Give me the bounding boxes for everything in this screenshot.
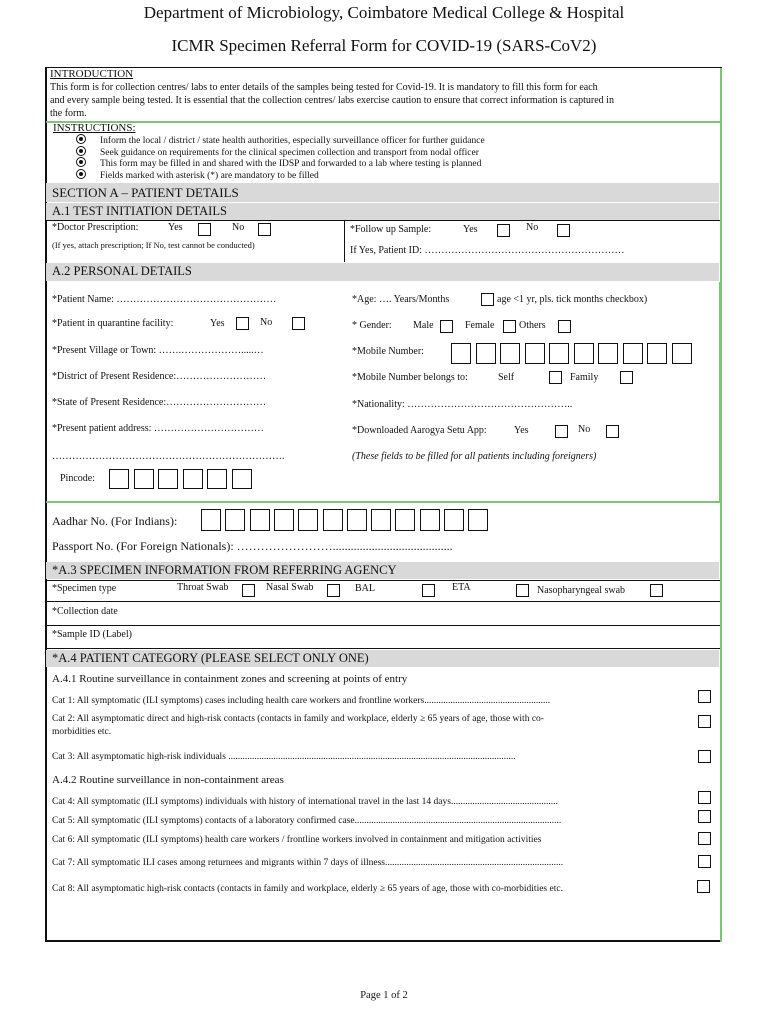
cat2-label-cont: morbidities etc. bbox=[52, 727, 112, 737]
cat6-label: Cat 6: All symptomatic (ILI symptoms) health care workers / frontline workers involved in containment and mitigation activities bbox=[52, 835, 542, 845]
aadhar-digit-box[interactable] bbox=[444, 509, 464, 531]
specimen-bal-checkbox[interactable] bbox=[422, 584, 435, 597]
rule bbox=[46, 220, 720, 221]
aadhar-label: Aadhar No. (For Indians): bbox=[52, 514, 178, 528]
specimen-nasal-checkbox[interactable] bbox=[327, 584, 340, 597]
a42-heading: A.4.2 Routine surveillance in non-containment areas bbox=[52, 774, 284, 786]
gender-male-checkbox[interactable] bbox=[440, 320, 453, 333]
mobile-digit-box[interactable] bbox=[525, 343, 545, 364]
cat6-checkbox[interactable] bbox=[698, 832, 711, 845]
instruction-item: Fields marked with asterisk (*) are mandatory to be filled bbox=[76, 169, 319, 181]
a41-heading: A.4.1 Routine surveillance in containment zones and screening at points of entry bbox=[52, 673, 408, 685]
cat5-label: Cat 5: All symptomatic (ILI symptoms) contacts of a laboratory confirmed case....................................................................................... bbox=[52, 816, 562, 826]
a2-title: A.2 PERSONAL DETAILS bbox=[46, 263, 719, 281]
collection-date-field[interactable]: *Collection date bbox=[52, 606, 118, 617]
intro-line-3: the form. bbox=[50, 108, 87, 119]
a4-title: *A.4 PATIENT CATEGORY (PLEASE SELECT ONLY ONE) bbox=[46, 650, 719, 667]
specimen-bal-label: BAL bbox=[355, 583, 375, 594]
pincode-digit-box[interactable] bbox=[158, 469, 178, 489]
patient-id-field[interactable]: If Yes, Patient ID: …………………………………………………… bbox=[350, 245, 625, 256]
nationality-field[interactable]: *Nationality: ………………………………………….. bbox=[352, 399, 573, 410]
specimen-type-label: *Specimen type bbox=[52, 583, 117, 594]
age-note: age <1 yr, pls. tick months checkbox) bbox=[497, 294, 648, 305]
pincode-digit-box[interactable] bbox=[207, 469, 227, 489]
address-field[interactable]: *Present patient address: …………………………… bbox=[52, 423, 264, 434]
intro-line-1: This form is for collection centres/ labs to enter details of the samples being tested for Covid-19. It is mandatory to fill this form for each bbox=[50, 82, 598, 93]
follow-up-yes-label: Yes bbox=[463, 224, 478, 235]
cat8-checkbox[interactable] bbox=[697, 880, 710, 893]
age-months-checkbox[interactable] bbox=[481, 293, 494, 306]
intro-line-2: and every sample being tested. It is essential that the collection centres/ labs exercise caution to ensure that correct information is captured in bbox=[50, 95, 614, 106]
district-field[interactable]: *District of Present Residence:……………………… bbox=[52, 371, 267, 382]
header-form-title: ICMR Specimen Referral Form for COVID-19 (SARS-CoV2) bbox=[171, 36, 597, 55]
pincode-digit-box[interactable] bbox=[109, 469, 129, 489]
quarantine-no-checkbox[interactable] bbox=[292, 317, 305, 330]
cat4-checkbox[interactable] bbox=[698, 791, 711, 804]
bullet-icon bbox=[76, 157, 86, 167]
mobile-digit-box[interactable] bbox=[647, 343, 667, 364]
mobile-digit-box[interactable] bbox=[549, 343, 569, 364]
follow-up-no-label: No bbox=[526, 222, 539, 233]
pincode-label: Pincode: bbox=[60, 473, 95, 484]
rule bbox=[46, 625, 720, 626]
doctor-prescription-label: *Doctor Prescription: bbox=[52, 222, 139, 233]
aadhar-digit-box[interactable] bbox=[323, 509, 343, 531]
cat2-label: Cat 2: All asymptomatic direct and high-risk contacts (contacts in family and workplace, elderly ≥ 65 years of age, those with co- bbox=[52, 714, 544, 724]
rule bbox=[46, 580, 720, 581]
gender-others-checkbox[interactable] bbox=[558, 320, 571, 333]
pincode-digit-box[interactable] bbox=[134, 469, 154, 489]
bullet-icon bbox=[76, 169, 86, 179]
a3-title: *A.3 SPECIMEN INFORMATION FROM REFERRING AGENCY bbox=[46, 562, 719, 579]
instruction-item: This form may be filled in and shared with the IDSP and forwarded to a lab where testing is planned bbox=[76, 157, 481, 169]
specimen-nasopharyngeal-checkbox[interactable] bbox=[650, 584, 663, 597]
sample-id-field[interactable]: *Sample ID (Label) bbox=[52, 629, 132, 640]
specimen-throat-checkbox[interactable] bbox=[242, 584, 255, 597]
aadhar-digit-box[interactable] bbox=[347, 509, 367, 531]
aarogya-yes-label: Yes bbox=[514, 425, 529, 436]
prescription-note: (If yes, attach prescription; If No, test cannot be conducted) bbox=[52, 240, 255, 250]
doctor-no-checkbox[interactable] bbox=[258, 223, 271, 236]
page-number: Page 1 of 2 bbox=[360, 990, 408, 1001]
cat7-checkbox[interactable] bbox=[698, 855, 711, 868]
cat3-label: Cat 3: All asymptomatic high-risk individuals ......................................................................................................................... bbox=[52, 752, 516, 762]
quarantine-yes-checkbox[interactable] bbox=[236, 317, 249, 330]
bullet-icon bbox=[76, 134, 86, 144]
rule bbox=[46, 648, 720, 649]
gender-others-label: Others bbox=[519, 320, 546, 331]
mobile-digit-box[interactable] bbox=[500, 343, 520, 364]
mobile-label: *Mobile Number: bbox=[352, 346, 424, 357]
state-field[interactable]: *State of Present Residence:………………………… bbox=[52, 397, 267, 408]
cat2-checkbox[interactable] bbox=[698, 715, 711, 728]
mobile-family-label: Family bbox=[570, 372, 599, 383]
form-border-right bbox=[720, 67, 722, 942]
village-field[interactable]: *Present Village or Town: …….……………….....… bbox=[52, 345, 264, 356]
form-border-top bbox=[45, 67, 722, 68]
rule bbox=[46, 601, 720, 602]
aadhar-digit-box[interactable] bbox=[468, 509, 488, 531]
specimen-nasal-label: Nasal Swab bbox=[266, 582, 314, 593]
quarantine-yes-label: Yes bbox=[210, 318, 225, 329]
aadhar-digit-box[interactable] bbox=[420, 509, 440, 531]
specimen-throat-label: Throat Swab bbox=[177, 582, 229, 593]
aarogya-no-label: No bbox=[578, 424, 591, 435]
a1-title: A.1 TEST INITIATION DETAILS bbox=[46, 203, 719, 220]
patient-name-field[interactable]: *Patient Name: ………………………………………… bbox=[52, 294, 277, 305]
mobile-digit-box[interactable] bbox=[451, 343, 471, 364]
aarogya-yes-checkbox[interactable] bbox=[555, 425, 568, 438]
mobile-belongs-label: *Mobile Number belongs to: bbox=[352, 372, 468, 383]
cat1-label: Cat 1: All symptomatic (ILI symptoms) cases including health care workers and frontline workers..................................................... bbox=[52, 696, 551, 706]
rule bbox=[344, 220, 345, 262]
instructions-title: INSTRUCTIONS: bbox=[53, 122, 136, 134]
specimen-eta-checkbox[interactable] bbox=[516, 584, 529, 597]
passport-field[interactable]: Passport No. (For Foreign Nationals): ……………………........................................ bbox=[52, 539, 453, 553]
mobile-self-label: Self bbox=[498, 372, 515, 383]
quarantine-no-label: No bbox=[260, 317, 273, 328]
gender-female-checkbox[interactable] bbox=[503, 320, 516, 333]
cat3-checkbox[interactable] bbox=[698, 750, 711, 763]
form-border-bottom bbox=[45, 940, 722, 942]
mobile-digit-box[interactable] bbox=[672, 343, 692, 364]
mobile-digit-box[interactable] bbox=[623, 343, 643, 364]
pincode-digit-box[interactable] bbox=[183, 469, 203, 489]
aadhar-digit-box[interactable] bbox=[371, 509, 391, 531]
cat7-label: Cat 7: All symptomatic ILI cases among returnees and migrants within 7 days of illness........................................................................... bbox=[52, 858, 564, 868]
specimen-nasopharyngeal-label: Nasopharyngeal swab bbox=[537, 585, 626, 596]
mobile-digit-box[interactable] bbox=[574, 343, 594, 364]
aadhar-digit-box[interactable] bbox=[395, 509, 415, 531]
foreigners-note: (These fields to be filled for all patients including foreigners) bbox=[352, 451, 597, 462]
cat8-label: Cat 8: All asymptomatic high-risk contacts (contacts in family and workplace, elderly ≥ 65 years of age, those with co-morbidities etc. bbox=[52, 884, 563, 894]
mobile-digit-box[interactable] bbox=[598, 343, 618, 364]
doctor-no-label: No bbox=[232, 222, 245, 233]
aarogya-no-checkbox[interactable] bbox=[606, 425, 619, 438]
intro-title: INTRODUCTION bbox=[50, 68, 134, 80]
gender-label: * Gender: bbox=[352, 320, 392, 331]
pincode-digit-box[interactable] bbox=[232, 469, 252, 489]
aadhar-digit-box[interactable] bbox=[250, 509, 270, 531]
doctor-yes-label: Yes bbox=[168, 222, 183, 233]
aadhar-digit-box[interactable] bbox=[298, 509, 318, 531]
gender-male-label: Male bbox=[413, 320, 434, 331]
rule bbox=[719, 282, 721, 502]
mobile-self-checkbox[interactable] bbox=[549, 371, 562, 384]
doctor-yes-checkbox[interactable] bbox=[198, 223, 211, 236]
age-field[interactable]: *Age: …. Years/Months bbox=[352, 294, 450, 305]
specimen-eta-label: ETA bbox=[452, 582, 471, 593]
follow-up-no-checkbox[interactable] bbox=[557, 224, 570, 237]
cat5-checkbox[interactable] bbox=[698, 810, 711, 823]
instruction-item: Seek guidance on requirements for the clinical specimen collection and transport from nodal officer bbox=[76, 146, 479, 158]
gender-female-label: Female bbox=[465, 320, 495, 331]
follow-up-yes-checkbox[interactable] bbox=[497, 224, 510, 237]
instruction-item: Inform the local / district / state health authorities, especially surveillance officer for further guidance bbox=[76, 134, 485, 146]
cat4-label: Cat 4: All symptomatic (ILI symptoms) individuals with history of international travel in the last 14 days............................................. bbox=[52, 797, 558, 807]
address-continuation[interactable]: ……………………………………………………………. bbox=[52, 451, 285, 462]
header-institution: Department of Microbiology, Coimbatore Medical College & Hospital bbox=[143, 3, 625, 22]
aadhar-digit-box[interactable] bbox=[201, 509, 221, 531]
rule bbox=[46, 501, 722, 503]
rule bbox=[46, 121, 720, 123]
follow-up-label: *Follow up Sample: bbox=[350, 224, 432, 235]
mobile-family-checkbox[interactable] bbox=[620, 371, 633, 384]
aadhar-digit-box[interactable] bbox=[274, 509, 294, 531]
bullet-icon bbox=[76, 146, 86, 156]
aadhar-digit-box[interactable] bbox=[225, 509, 245, 531]
quarantine-label: *Patient in quarantine facility: bbox=[52, 318, 174, 329]
section-a-title: SECTION A – PATIENT DETAILS bbox=[46, 183, 719, 202]
aarogya-label: *Downloaded Aarogya Setu App: bbox=[352, 425, 487, 436]
mobile-digit-box[interactable] bbox=[476, 343, 496, 364]
cat1-checkbox[interactable] bbox=[698, 690, 711, 703]
